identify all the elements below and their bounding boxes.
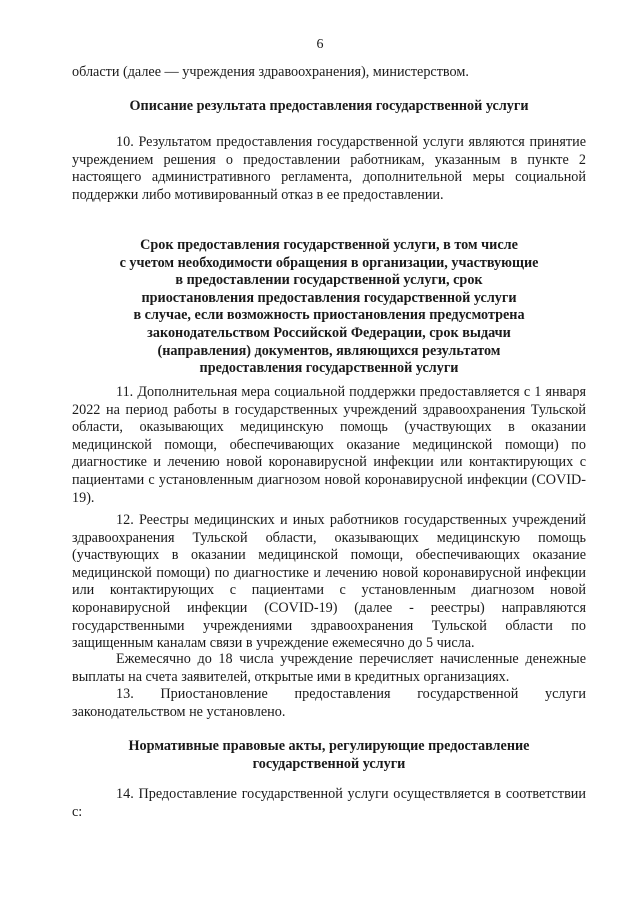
paragraph-13-text: 13. Приостановление предоставления государственной услуги законодательством не установлено. (72, 686, 586, 720)
continuation-text (72, 64, 586, 82)
paragraph-12-text: 12. Реестры медицинских и иных работников государственных учреждений здравоохранения Тульской области, оказывающих медицинскую помощь (участвующих в оказании медицинской помощи, обеспечивающих оказание медицинской помощи) по диагностике и лечению новой коронавирусной инфекции или контактирующих с пациентами с установленным диагнозом новой коронавирусной инфекции (COVID-19) (далее - реестры) направляются государственными учреждениями здравоохранения Тульской области по защищенным каналам связи в учреждение ежемесячно до 5 числа. (72, 512, 586, 652)
paragraph-12b (72, 651, 586, 686)
paragraph-11-text: 11. Дополнительная мера социальной поддержки предоставляется с 1 января 2022 на период работы в государственных учреждений здравоохранения Тульской области, оказывающих медицинскую помощь (участвующих в оказании медицинской помощи, обеспечивающих оказание медицинской помощи) по диагностике и лечению новой коронавирусной инфекции или контактирующих с пациентами с установленным диагнозом новой коронавирусной инфекции (COVID-19). (72, 384, 586, 506)
page-number: 6 (316, 37, 324, 52)
section-heading-term-line-6: законодательством Российской Федерации, срок выдачи (147, 324, 511, 341)
section-heading-acts (72, 738, 586, 773)
paragraph-10-text: 10. Результатом предоставления государственной услуги являются принятие учреждением решения о предоставлении работникам, указанным в пункте 2 настоящего административного регламента, дополнительной меры социальной поддержки либо мотивированный отказ в ее предоставлении. (72, 134, 586, 203)
section-heading-acts-line-2: государственной услуги (252, 755, 406, 772)
section-heading-term-line-7: (направления) документов, являющихся результатом (157, 342, 501, 359)
paragraph-11 (72, 384, 586, 507)
section-heading-term-line-5: в случае, если возможность приостановления предусмотрена (133, 307, 525, 324)
section-heading-result-text: Описание результата предоставления государственной услуги (129, 98, 529, 114)
section-heading-term-line-8: предоставления государственной услуги (199, 360, 459, 377)
section-heading-result (72, 98, 586, 116)
section-heading-term-line-2: с учетом необходимости обращения в организации, участвующие (119, 254, 539, 271)
paragraph-12b-text: Ежемесячно до 18 числа учреждение перечисляет начисленные денежные выплаты на счета заявителей, открытые ими в кредитных организациях. (72, 651, 586, 685)
paragraph-13 (72, 686, 586, 721)
section-heading-term-line-1: Срок предоставления государственной услуги, в том числе (140, 237, 518, 253)
section-heading-acts-line-1: Нормативные правовые акты, регулирующие предоставление (128, 738, 530, 754)
section-heading-term-line-4: приостановления предоставления государственной услуги (141, 289, 517, 306)
top-line: области (далее — учреждения здравоохранения), министерством. (72, 64, 469, 80)
section-heading-term-line-3: в предоставлении государственной услуги, срок (175, 272, 483, 289)
paragraph-14 (72, 786, 586, 821)
section-heading-term (72, 237, 586, 378)
paragraph-12 (72, 512, 586, 653)
paragraph-10 (72, 134, 586, 204)
paragraph-14-text: 14. Предоставление государственной услуги осуществляется в соответствии с: (72, 786, 586, 820)
